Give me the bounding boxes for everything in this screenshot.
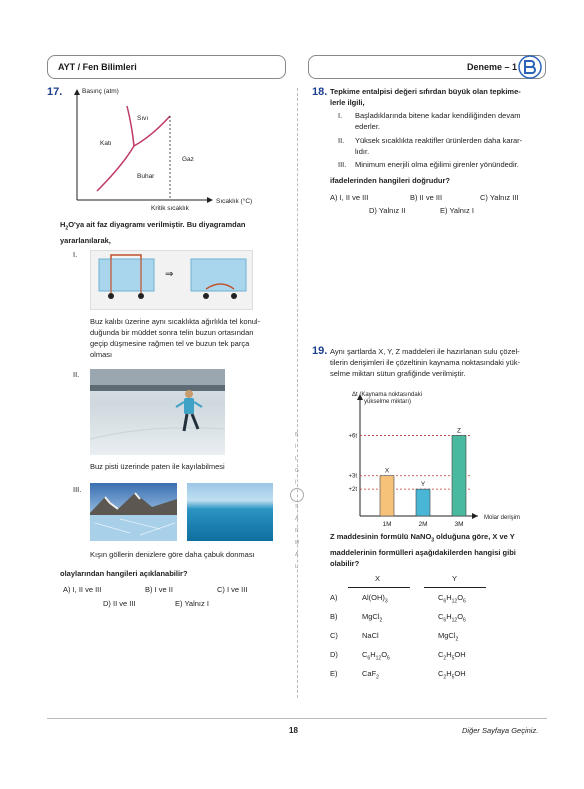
table-header-x: X	[375, 574, 381, 583]
sidebar-letter: A	[295, 552, 299, 558]
sidebar-letter: R	[295, 528, 299, 534]
bar-chart	[330, 388, 540, 528]
table-cell-x: MgCl$_2$	[362, 612, 383, 624]
header-left-box	[47, 55, 286, 79]
diagram-solid: Katı	[100, 140, 112, 147]
q18-item2-roman: II.	[338, 136, 345, 145]
q17-stem: $H_2O'ya$ ait faz diyagramı verilmiştir. Bu diyagramdan yararlanılarak,	[60, 220, 246, 245]
sidebar-letter: İ	[295, 444, 297, 450]
sea-image	[187, 483, 273, 541]
table-cell-y: $C_2H_5OH$	[438, 669, 466, 681]
chart-xtick-label: 2M	[418, 521, 428, 528]
diagram-xlabel: Sıcaklık (°C)	[216, 198, 253, 205]
publisher-logo	[518, 55, 542, 79]
q17-option-c[interactable]: C) I ve III	[217, 585, 248, 594]
table-cell-x: CaF$_2$	[362, 669, 379, 681]
q18-item3-text: Minimum enerjili olma eğilimi girenler yönündedir.	[355, 160, 519, 169]
frozen-lake-image	[90, 483, 177, 541]
arrow-symbol: ⇒	[165, 269, 174, 280]
diagram-liquid: Sıvı	[137, 115, 149, 122]
exam-title: Deneme – 1	[467, 62, 518, 72]
diagram-ylabel: Basınç (atm)	[82, 88, 119, 95]
table-cell-y: $C_2H_5OH$	[438, 650, 466, 662]
table-cell-x: NaCl	[362, 631, 379, 640]
chart-ylabel-line2: yükselme miktarı)	[364, 399, 412, 405]
chart-ytick-label: +6t	[348, 433, 357, 440]
header-right-box	[308, 55, 546, 79]
sidebar-letter: İ	[295, 480, 297, 486]
ice-skater-image	[90, 369, 225, 455]
q17-item3-roman: III.	[73, 485, 82, 494]
q17-item1-roman: I.	[73, 250, 78, 259]
chart-bar	[416, 489, 430, 516]
table-cell-y: $C_6H_{12}O_6$	[438, 593, 466, 605]
q17-item2-roman: II.	[73, 370, 80, 379]
page-number: 18	[289, 726, 298, 735]
sidebar-letter: L	[295, 456, 298, 462]
chart-ytick-label: +2t	[348, 487, 357, 494]
chart-xtick-label: 3M	[454, 521, 464, 528]
sidebar-letter: S	[295, 504, 299, 510]
q17-option-d[interactable]: D) II ve III	[103, 599, 136, 608]
q17-option-a[interactable]: A) I, II ve III	[63, 585, 102, 594]
diagram-critical: Kritik sıcaklık	[151, 205, 189, 212]
chart-xlabel: Molar derişim	[484, 515, 521, 521]
chart-xtick-label: 1M	[382, 521, 392, 528]
q17-item3-text: Kışın göllerin denizlere göre daha çabuk donması	[90, 550, 255, 559]
footer-rule	[47, 718, 547, 719]
q18-option-a[interactable]: A) I, II ve III	[330, 193, 369, 202]
q18-option-d[interactable]: D) Yalnız II	[369, 206, 406, 215]
chart-bar	[380, 476, 394, 516]
chart-bar-label: Z	[457, 427, 461, 435]
sidebar-letter: G	[295, 468, 299, 474]
diagram-gas: Gaz	[182, 156, 194, 163]
q18-option-b[interactable]: B) II ve III	[410, 193, 443, 202]
q18-number: 18.	[312, 86, 328, 98]
table-cell-y: $C_6H_{12}O_6$	[438, 612, 466, 624]
ice-wire-image	[90, 250, 253, 310]
q17-question: olaylarından hangileri açıklanabilir?	[60, 569, 188, 578]
q17-item1-text: Buz kalıbı üzerine aynı sıcaklıkta ağırlıkla tel konul- duğunda bir müddet sonra telin buzun ortasından geçip düşmesine rağmen tel ve buzun tek parça olması	[90, 317, 261, 359]
q19-stem: Aynı şartlarda X, Y, Z maddeleri ile hazırlanan sulu çözel- tilerin derişimleri ile çözeltinin kaynama noktasındaki yük- selme miktarı sütun grafiğinde verilmiştir.	[330, 347, 521, 378]
table-row-option[interactable]: C)	[330, 631, 338, 640]
sidebar-letter: B	[295, 432, 299, 438]
table-row-option[interactable]: A)	[330, 593, 338, 602]
table-header-rule-x	[348, 587, 410, 588]
phase-diagram	[62, 86, 282, 214]
q18-option-c[interactable]: C) Yalnız III	[480, 193, 519, 202]
sidebar-letter: A	[295, 516, 299, 522]
chart-ylabel-line1: Δt (Kaynama noktasındaki	[352, 392, 423, 398]
q18-item1-text: Başladıklarında bitene kadar kendiliğinden devam ederler.	[355, 111, 521, 131]
q17-item2-text: Buz pisti üzerinde paten ile kayılabilmesi	[90, 462, 225, 471]
q18-question: ifadelerinden hangileri doğrudur?	[330, 176, 451, 185]
chart-bar-label: Y	[420, 481, 426, 489]
q17-option-b[interactable]: B) I ve II	[145, 585, 173, 594]
q18-item1-roman: I.	[338, 111, 343, 120]
table-header-rule-y	[424, 587, 486, 588]
subject-title: AYT / Fen Bilimleri	[58, 62, 137, 72]
center-logo	[290, 488, 304, 502]
sidebar-letter: L	[295, 564, 298, 570]
q19-number: 19.	[312, 345, 328, 357]
q18-option-e[interactable]: E) Yalnız I	[440, 206, 474, 215]
table-header-y: Y	[452, 574, 458, 583]
q18-item2-text: Yüksek sıcaklıkta reaktifler ürünlerden daha karar- lıdır.	[355, 136, 523, 156]
table-cell-x: $C_6H_{12}O_6$	[362, 650, 390, 662]
q18-stem: Tepkime entalpisi değeri sıfırdan büyük olan tepkime- lerle ilgili,	[330, 87, 521, 107]
chart-ytick-label: +3t	[348, 473, 357, 480]
q19-question: Z maddesinin formülü NaNO$_3$ olduğuna göre, X ve Y maddelerinin formülleri aşağıdakilerden hangisi gibi olabilir?	[330, 532, 516, 568]
table-row-option[interactable]: E)	[330, 669, 338, 678]
column-divider	[297, 88, 298, 698]
table-row-option[interactable]: D)	[330, 650, 338, 659]
chart-bar-label: X	[384, 467, 390, 475]
diagram-vapor: Buhar	[137, 173, 155, 180]
table-cell-y: MgCl$_2$	[438, 631, 459, 643]
table-cell-x: $Al(OH)_3$	[362, 593, 388, 605]
chart-bar	[452, 435, 466, 516]
q17-option-e[interactable]: E) Yalnız I	[175, 599, 209, 608]
chart-x-arrow	[472, 513, 478, 519]
next-page-note: Diğer Sayfaya Geçiniz.	[462, 726, 539, 735]
q18-item3-roman: III.	[338, 160, 347, 169]
table-row-option[interactable]: B)	[330, 612, 338, 621]
sidebar-letter: M	[295, 540, 300, 546]
q17-number: 17.	[47, 86, 63, 98]
